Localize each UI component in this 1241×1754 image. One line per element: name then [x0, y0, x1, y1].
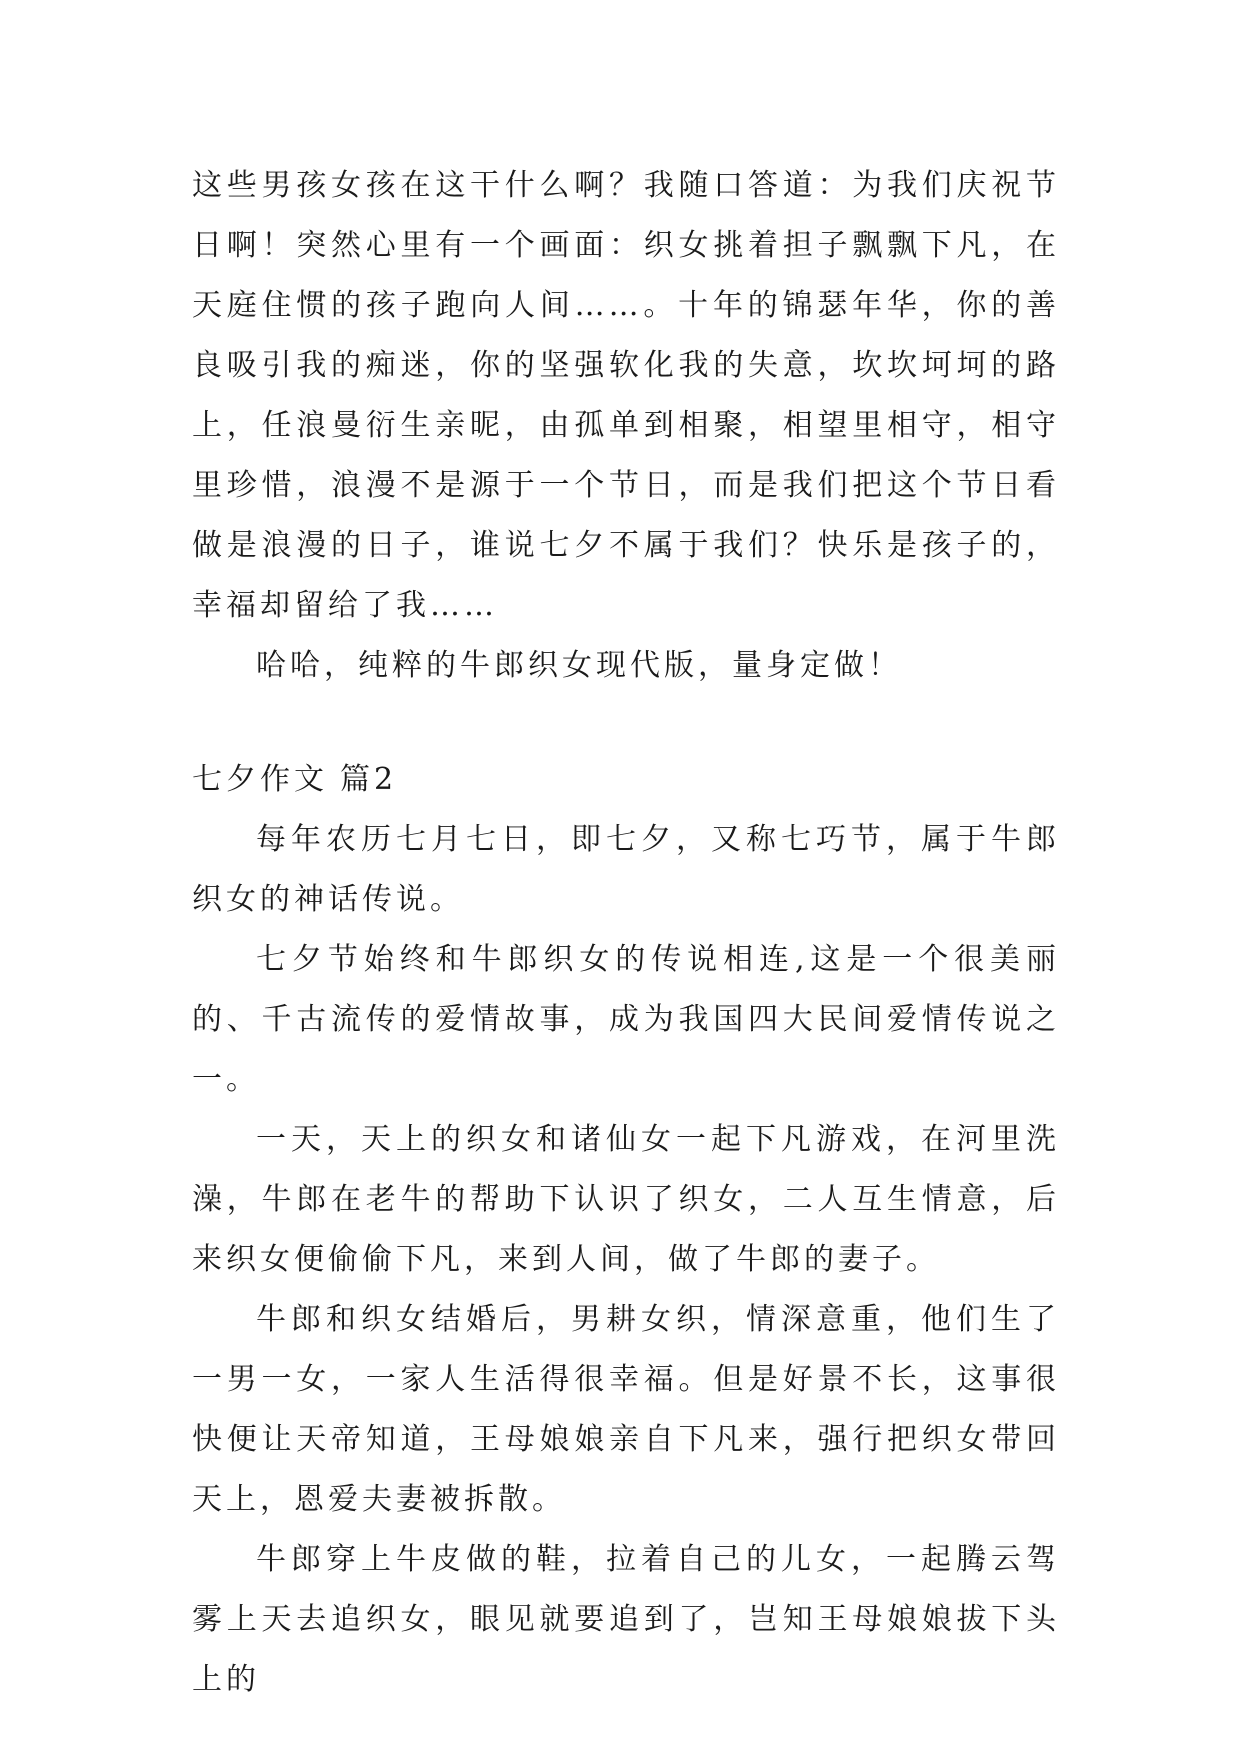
paragraph-4: 牛郎和织女结婚后，男耕女织，情深意重，他们生了一男一女，一家人生活得很幸福。但是好景不长，这事很快便让天帝知道，王母娘娘亲自下凡来，强行把织女带回天上，恩爱夫妻被拆散。	[192, 1302, 1060, 1517]
paragraph-2: 七夕节始终和牛郎织女的传说相连,这是一个很美丽的、千古流传的爱情故事，成为我国四大民间爱情传说之一。	[192, 942, 1060, 1097]
paragraph-3: 一天，天上的织女和诸仙女一起下凡游戏，在河里洗澡，牛郎在老牛的帮助下认识了织女，二人互生情意，后来织女便偷偷下凡，来到人间，做了牛郎的妻子。	[192, 1122, 1060, 1277]
paragraph-remark: 哈哈，纯粹的牛郎织女现代版，量身定做！	[256, 648, 902, 683]
section-heading-number: 篇2	[340, 762, 398, 797]
document-body	[192, 156, 1060, 1710]
paragraph-continuation: 这些男孩女孩在这干什么啊？我随口答道：为我们庆祝节日啊！突然心里有一个画面：织女挑着担子飘飘下凡，在天庭住惯的孩子跑向人间……。十年的锦瑟年华，你的善良吸引我的痴迷，你的坚强软化我的失意，坎坎坷坷的路上，任浪曼衍生亲昵，由孤单到相聚，相望里相守，相守里珍惜，浪漫不是源于一个节日，而是我们把这个节日看做是浪漫的日子，谁说七夕不属于我们？快乐是孩子的，幸福却留给了我……	[192, 168, 1060, 623]
paragraph-1: 每年农历七月七日，即七夕，又称七巧节，属于牛郎织女的神话传说。	[192, 822, 1060, 917]
section-heading-title: 七夕作文	[192, 762, 328, 797]
paragraph-5: 牛郎穿上牛皮做的鞋，拉着自己的儿女，一起腾云驾雾上天去追织女，眼见就要追到了，岂知王母娘娘拔下头上的	[192, 1542, 1060, 1697]
section-heading	[192, 750, 1060, 810]
